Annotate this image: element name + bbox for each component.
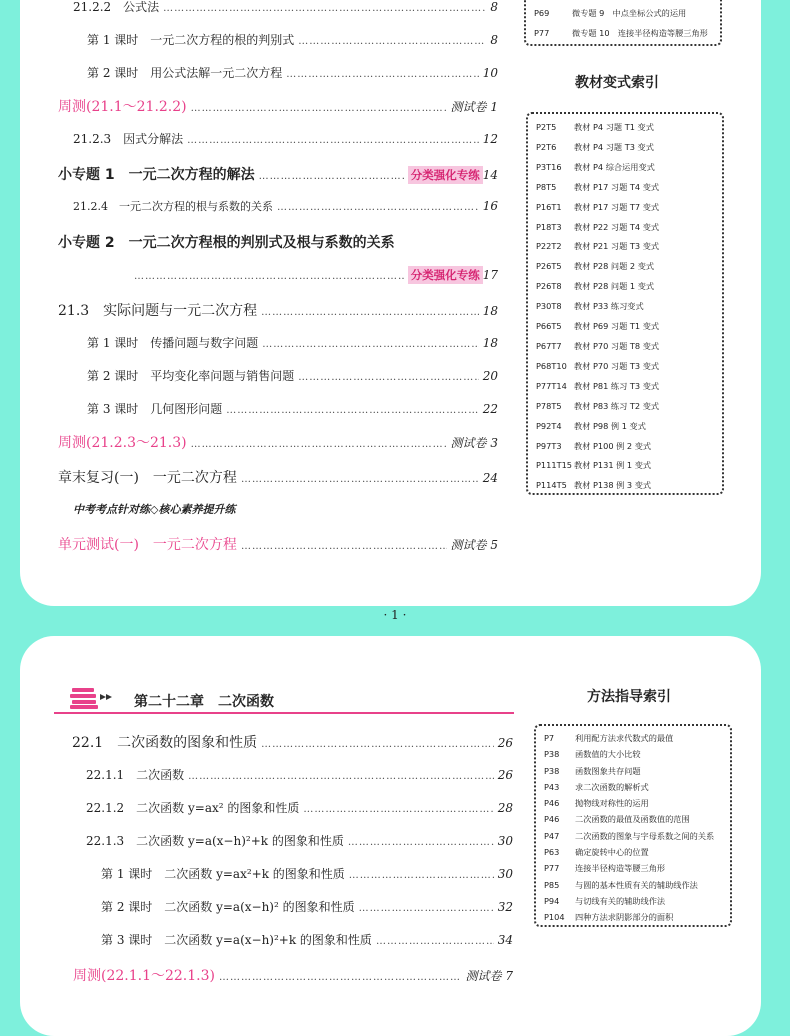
index-code: P66T5 <box>536 321 562 332</box>
index-code: P16T1 <box>536 201 562 212</box>
index-code: P47 <box>544 830 560 841</box>
index-code: P2T5 <box>536 122 557 132</box>
index-code: P85 <box>544 879 560 890</box>
toc-page: 32 <box>497 900 513 914</box>
toc-page: 17 <box>482 268 498 282</box>
index-code: P63 <box>544 847 560 858</box>
index-text: 与圆的基本性质有关的辅助线作法 <box>575 879 698 890</box>
index-text: 教材 P4 综合运用变式 <box>574 161 655 172</box>
index-text: 利用配方法求代数式的最值 <box>575 733 674 743</box>
index-item[interactable] <box>536 397 714 417</box>
toc-label: 单元测试(一) 一元二次方程 <box>58 537 237 553</box>
toc-label: 第 2 课时 平均变化率问题与销售问题 <box>87 369 295 383</box>
toc-page: 测试卷 3 <box>450 436 498 450</box>
index-item[interactable] <box>544 763 722 779</box>
index-text: 教材 P83 练习 T2 变式 <box>574 400 660 411</box>
toc-page: 8 <box>490 0 498 14</box>
index-code: P43 <box>544 781 560 792</box>
book-stack-icon <box>54 686 114 710</box>
index-text: 教材 P100 例 2 变式 <box>574 440 652 451</box>
method-index-title: 方法指导索引 <box>587 689 671 705</box>
index-item[interactable] <box>544 779 722 795</box>
index-code: P46 <box>544 814 560 825</box>
toc-row[interactable] <box>73 130 498 147</box>
index-item[interactable] <box>544 893 722 909</box>
toc-row[interactable] <box>101 865 513 882</box>
toc-page: 30 <box>497 867 513 881</box>
index-text: 教材 P22 习题 T4 变式 <box>574 221 660 232</box>
index-item[interactable] <box>536 456 714 476</box>
index-text: 求二次函数的解析式 <box>575 781 649 792</box>
toc-label: 21.2.3 因式分解法 <box>73 132 184 146</box>
toc-label: 第 1 课时 传播问题与数字问题 <box>87 336 259 350</box>
toc-label: 中考考点针对练◇核心素养提升练 <box>73 503 236 516</box>
toc-row-weekly-test[interactable] <box>58 432 498 452</box>
index-text: 教材 P28 问题 2 变式 <box>574 261 655 272</box>
leader-dots <box>191 439 447 450</box>
index-code: P18T3 <box>536 221 562 232</box>
toc-row[interactable] <box>101 931 513 948</box>
toc-page: 26 <box>497 736 513 750</box>
leader-dots <box>188 771 494 782</box>
index-code: P77 <box>544 863 560 874</box>
toc-row[interactable] <box>87 367 498 384</box>
index-text: 教材 P70 习题 T8 变式 <box>574 340 660 351</box>
index-item[interactable] <box>536 237 714 257</box>
index-text: 确定旋转中心的位置 <box>575 847 649 858</box>
leader-dots <box>262 339 478 350</box>
leader-dots <box>261 307 479 318</box>
toc-page: 10 <box>482 66 498 80</box>
index-code: P26T5 <box>536 261 562 272</box>
leader-dots <box>163 3 486 14</box>
index-code: P97T3 <box>536 440 562 451</box>
toc-subheading <box>73 501 235 517</box>
leader-dots <box>376 936 494 947</box>
leader-dots <box>259 171 404 182</box>
toc-label: 第 3 课时 几何图形问题 <box>87 402 223 416</box>
index-code: P104 <box>544 912 565 923</box>
toc-label: 第 2 课时 二次函数 y=a(x−h)² 的图象和性质 <box>101 900 355 914</box>
toc-row[interactable] <box>73 0 498 15</box>
toc-page: 24 <box>482 471 498 485</box>
index-text: 教材 P138 例 3 变式 <box>574 480 652 491</box>
index-item[interactable] <box>536 337 714 357</box>
toc-page: 34 <box>497 933 513 947</box>
index-code: P77T14 <box>536 380 567 391</box>
index-text: 教材 P98 例 1 变式 <box>574 420 646 431</box>
practice-tag: 分类强化专练 <box>408 266 483 284</box>
index-text: 教材 P70 习题 T3 变式 <box>574 360 660 371</box>
toc-row-weekly-test[interactable] <box>58 96 498 116</box>
index-code: P46 <box>544 798 560 809</box>
leader-dots <box>134 271 404 282</box>
toc-page: 30 <box>497 834 513 848</box>
toc-label: 21.3 实际问题与一元二次方程 <box>58 303 258 319</box>
leader-dots <box>219 972 462 983</box>
toc-row-section[interactable] <box>72 732 513 752</box>
toc-page: 测试卷 1 <box>450 100 498 114</box>
index-text: 教材 P17 习题 T4 变式 <box>574 181 660 192</box>
toc-row[interactable] <box>87 31 498 48</box>
index-code: P114T5 <box>536 480 567 491</box>
index-item[interactable] <box>544 877 722 893</box>
index-item[interactable] <box>536 297 714 317</box>
toc-page: 测试卷 5 <box>450 538 498 552</box>
micro-topic-index-box <box>524 0 722 46</box>
index-item[interactable] <box>544 795 722 811</box>
index-code: P68T10 <box>536 360 567 371</box>
leader-dots <box>261 739 494 750</box>
index-item[interactable] <box>536 138 714 158</box>
page-number: · 1 · <box>383 608 407 622</box>
index-item[interactable] <box>544 811 722 827</box>
index-item: P69 微专题 9 中点坐标公式的运用 <box>534 8 687 18</box>
leader-dots <box>298 372 478 383</box>
toc-row-review[interactable] <box>58 467 498 487</box>
toc-page: 20 <box>482 369 498 383</box>
toc-page: 8 <box>490 33 498 47</box>
toc-label: 21.2.4 一元二次方程的根与系数的关系 <box>73 200 273 213</box>
index-text: 与切线有关的辅助线作法 <box>575 895 666 906</box>
toc-label: 周测(22.1.1～22.1.3) <box>73 968 215 984</box>
toc-row-unit-test[interactable] <box>58 534 498 554</box>
toc-page: 16 <box>482 199 498 213</box>
index-text: 连接半径构造等腰三角形 <box>575 863 666 874</box>
toc-label: 22.1.1 二次函数 <box>86 768 185 782</box>
index-text: 教材 P28 问题 1 变式 <box>574 281 655 292</box>
toc-label: 第 1 课时 二次函数 y=ax²+k 的图象和性质 <box>101 867 345 881</box>
chapter-title: 第二十二章 二次函数 <box>134 694 274 710</box>
index-code: P3T16 <box>536 161 562 172</box>
chapter-header <box>54 686 514 714</box>
variant-index-title: 教材变式索引 <box>575 75 659 91</box>
leader-dots <box>286 69 478 80</box>
toc-label: 小专题 2 一元二次方程根的判别式及根与系数的关系 <box>58 235 395 251</box>
toc-label: 第 2 课时 用公式法解一元二次方程 <box>87 66 283 80</box>
method-index-box <box>534 724 732 927</box>
index-text: 教材 P17 习题 T7 变式 <box>574 201 660 212</box>
index-code: P38 <box>544 749 560 760</box>
index-code: P26T8 <box>536 281 562 292</box>
index-text: 教材 P81 练习 T3 变式 <box>574 380 660 391</box>
index-text: 教材 P131 例 1 变式 <box>574 460 652 471</box>
toc-row[interactable] <box>87 334 498 351</box>
toc-page: 18 <box>482 304 498 318</box>
toc-label: 22.1.3 二次函数 y=a(x−h)²+k 的图象和性质 <box>86 834 344 848</box>
index-item[interactable] <box>536 257 714 277</box>
index-text: 抛物线对称性的运用 <box>575 798 649 809</box>
toc-page: 测试卷 7 <box>465 969 513 983</box>
toc-page: 28 <box>497 801 513 815</box>
toc-page: 12 <box>482 132 498 146</box>
leader-dots <box>349 870 494 881</box>
index-code: P78T5 <box>536 400 562 411</box>
index-code: P2T6 <box>536 141 557 152</box>
variant-index-box <box>526 112 724 495</box>
toc-label: 周测(21.2.3～21.3) <box>58 435 187 451</box>
leader-dots <box>303 804 493 815</box>
toc-row[interactable] <box>101 898 513 915</box>
index-item[interactable] <box>536 437 714 457</box>
toc-label: 章末复习(一) 一元二次方程 <box>58 470 237 486</box>
index-item[interactable] <box>536 178 714 198</box>
toc-label: 21.2.2 公式法 <box>73 0 160 14</box>
leader-dots <box>348 837 494 848</box>
leader-dots <box>241 541 447 552</box>
index-item[interactable] <box>536 377 714 397</box>
index-code: P94 <box>544 895 560 906</box>
index-text: 函数图象共存问题 <box>575 765 641 776</box>
index-code: P67T7 <box>536 340 562 351</box>
toc-page: 14 <box>482 168 498 182</box>
toc-row-topic[interactable] <box>58 232 498 252</box>
index-item[interactable] <box>536 317 714 337</box>
index-item[interactable] <box>536 417 714 437</box>
toc-row[interactable] <box>86 799 513 816</box>
index-item[interactable] <box>544 828 722 844</box>
index-item[interactable] <box>544 730 722 746</box>
index-item[interactable] <box>544 860 722 876</box>
index-text: 教材 P4 习题 T1 变式 <box>574 122 654 132</box>
leader-dots <box>226 405 478 416</box>
index-text: 教材 P69 习题 T1 变式 <box>574 321 660 332</box>
toc-row[interactable] <box>86 832 513 849</box>
toc-page: 18 <box>482 336 498 350</box>
index-item[interactable] <box>544 844 722 860</box>
toc-row-weekly-test[interactable] <box>73 965 513 985</box>
toc-row-continued[interactable] <box>134 266 498 284</box>
practice-tag: 分类强化专练 <box>408 166 483 184</box>
toc-row[interactable] <box>87 400 498 417</box>
index-code: P30T8 <box>536 301 562 312</box>
index-code: P22T2 <box>536 241 562 252</box>
index-item[interactable] <box>536 476 714 496</box>
index-item[interactable] <box>536 277 714 297</box>
leader-dots <box>187 135 479 146</box>
index-item[interactable] <box>536 357 714 377</box>
leader-dots <box>277 202 479 213</box>
index-code: P111T15 <box>536 460 572 471</box>
toc-label: 第 1 课时 一元二次方程的根的判别式 <box>87 33 295 47</box>
toc-label: 22.1 二次函数的图象和性质 <box>72 735 258 751</box>
toc-row-section[interactable] <box>58 300 498 320</box>
index-text: 函数值的大小比较 <box>575 749 641 760</box>
toc-row[interactable] <box>87 64 498 81</box>
index-code: P92T4 <box>536 420 562 431</box>
toc-page: 26 <box>497 768 513 782</box>
index-code: P8T5 <box>536 181 557 192</box>
index-item[interactable] <box>544 909 722 925</box>
index-text: 二次函数的最值及函数值的范围 <box>575 814 690 825</box>
index-text: 二次函数的图象与字母系数之间的关系 <box>575 830 715 841</box>
index-item[interactable] <box>536 158 714 178</box>
leader-dots <box>191 103 447 114</box>
index-text: 教材 P33 练习变式 <box>574 301 644 312</box>
index-item[interactable] <box>536 198 714 218</box>
toc-label: 小专题 1 一元二次方程的解法 <box>58 167 255 183</box>
toc-row-topic[interactable] <box>58 164 498 184</box>
toc-page: 22 <box>482 402 498 416</box>
index-item[interactable] <box>544 746 722 762</box>
index-text: 教材 P21 习题 T3 变式 <box>574 241 660 252</box>
leader-dots <box>241 474 479 485</box>
toc-label: 22.1.2 二次函数 y=ax² 的图象和性质 <box>86 801 300 815</box>
toc-label: 第 3 课时 二次函数 y=a(x−h)²+k 的图象和性质 <box>101 933 372 947</box>
toc-label: 周测(21.1～21.2.2) <box>58 99 187 115</box>
index-item: P77 微专题 10 连接半径构造等腰三角形 <box>534 27 708 38</box>
toc-row[interactable] <box>73 198 498 214</box>
index-code: P7 <box>544 733 555 743</box>
index-text: 四种方法求阴影部分的面积 <box>575 912 674 923</box>
index-code: P38 <box>544 765 560 776</box>
index-text: 教材 P4 习题 T3 变式 <box>574 141 654 152</box>
index-item[interactable] <box>536 118 714 138</box>
index-item[interactable] <box>536 218 714 238</box>
toc-row[interactable] <box>86 766 513 783</box>
leader-dots <box>359 903 494 914</box>
leader-dots <box>298 36 486 47</box>
